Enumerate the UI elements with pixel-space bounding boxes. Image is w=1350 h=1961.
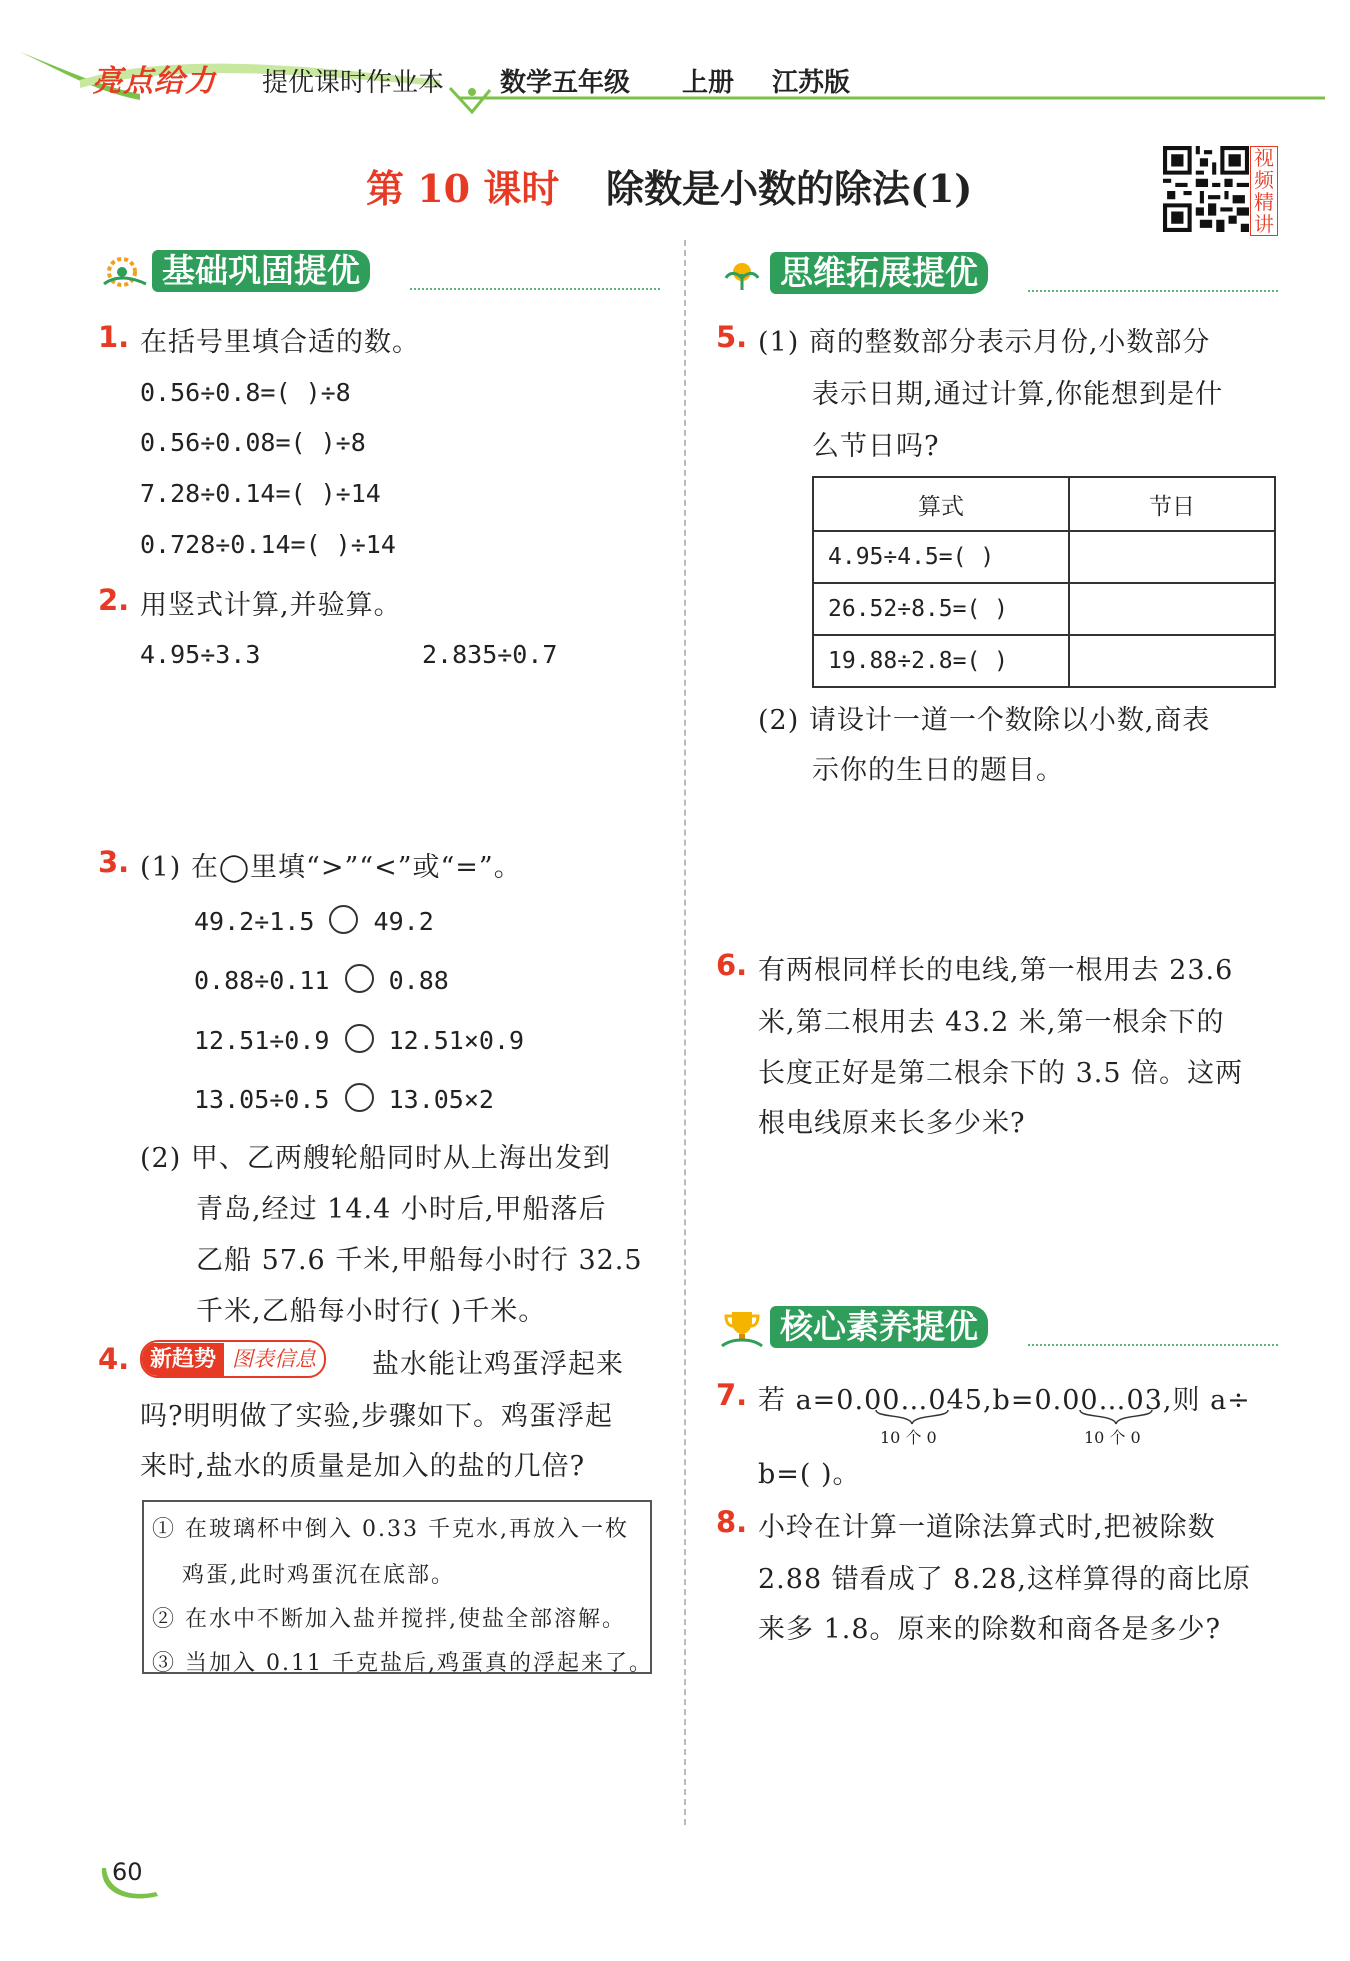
q3-compare-right: 49.2: [373, 907, 434, 936]
q4-line-2: 吗?明明做了实验,步骤如下。鸡蛋浮起: [140, 1401, 614, 1432]
q6-line: 有两根同样长的电线,第一根用去 23.6: [758, 955, 1234, 986]
q2-expression-2: 2.835÷0.7: [422, 640, 558, 669]
q3-compare-left: 0.88÷0.11: [194, 966, 330, 995]
q3-compare-right: 13.05×2: [388, 1085, 494, 1114]
table-cell-answer[interactable]: [1069, 583, 1275, 635]
series-title: 提优课时作业本: [262, 68, 445, 98]
table-cell-formula: 26.52÷8.5=( ): [813, 583, 1069, 635]
q7-brace-label-1: 10 个 0: [880, 1428, 937, 1447]
trend-tag-chart-info: 图表信息: [232, 1347, 317, 1371]
gear-leaf-icon: [100, 250, 148, 294]
table-row: [813, 583, 1275, 635]
table-row: [813, 531, 1275, 583]
q5-number: 5.: [716, 320, 748, 354]
trend-tag-new: 新趋势: [142, 1343, 224, 1377]
q6-number: 6.: [716, 948, 748, 982]
qr-video-label: 视频精讲: [1250, 146, 1278, 236]
section-core-rule: [1028, 1344, 1278, 1346]
q3-part2-line: 青岛,经过 14.4 小时后,甲船落后: [196, 1194, 607, 1225]
q3-compare-left: 12.51÷0.9: [194, 1026, 330, 1055]
q3-compare-right: 12.51×0.9: [388, 1026, 525, 1055]
table-row: [813, 635, 1275, 687]
q3-part2-line: 乙船 57.6 千米,甲船每小时行 32.5: [196, 1245, 643, 1276]
q3-compare-row: [194, 964, 449, 995]
table-header-cell: 节日: [1069, 477, 1275, 531]
q5-part2-line: 示你的生日的题目。: [812, 755, 1064, 786]
sprout-sun-icon: [718, 252, 766, 296]
q3-number: 3.: [98, 845, 130, 879]
table-cell-answer[interactable]: [1069, 635, 1275, 687]
q3-compare-row: [194, 1024, 524, 1055]
trophy-icon: [718, 1306, 766, 1350]
q3-part1-text: (1) 在◯里填“>”“<”或“=”。: [140, 852, 522, 883]
q8-line: 2.88 错看成了 8.28,这样算得的商比原: [758, 1564, 1251, 1595]
q3-part2-line: 千米,乙船每小时行( )千米。: [196, 1296, 547, 1327]
section-thinking-title: 思维拓展提优: [770, 252, 988, 294]
table-header-cell: 算式: [813, 477, 1069, 531]
q2-expression-1: 4.95÷3.3: [140, 640, 261, 669]
q5-part1-line: 么节日吗?: [812, 431, 940, 462]
q1-line-4: 0.728÷0.14=( )÷14: [140, 530, 396, 559]
q3-compare-left: 13.05÷0.5: [194, 1085, 330, 1114]
table-cell-answer[interactable]: [1069, 531, 1275, 583]
section-core-banner: [718, 1306, 1278, 1350]
q1-line-2: 0.56÷0.08=( )÷8: [140, 428, 366, 457]
table-header-row: [813, 477, 1275, 531]
lesson-title: 除数是小数的除法(1): [606, 166, 973, 211]
q5-part2-line: (2) 请设计一道一个数除以小数,商表: [758, 705, 1211, 736]
q6-line: 米,第二根用去 43.2 米,第一根余下的: [758, 1007, 1225, 1038]
q1-line-1: 0.56÷0.8=( )÷8: [140, 378, 351, 407]
brand-logo-text: 亮点给力: [92, 64, 216, 99]
q3-compare-row: [194, 905, 434, 936]
q1-line-3: 7.28÷0.14=( )÷14: [140, 479, 381, 508]
q1-number: 1.: [98, 320, 130, 354]
page-number: 60: [112, 1858, 143, 1886]
section-basic-rule: [410, 288, 660, 290]
q4-step-1: ① 在玻璃杯中倒入 0.33 千克水,再放入一枚: [152, 1517, 629, 1542]
q7-brace-label-2: 10 个 0: [1084, 1428, 1141, 1447]
section-core-title: 核心素养提优: [770, 1306, 988, 1348]
q3-compare-right: 0.88: [388, 966, 449, 995]
q6-line: 长度正好是第二根余下的 3.5 倍。这两: [758, 1058, 1244, 1089]
q2-number: 2.: [98, 583, 130, 617]
q3-compare-row: [194, 1083, 494, 1114]
q7-line-1: 若 a=0.00…045,b=0.00…03,则 a÷: [758, 1385, 1251, 1416]
section-thinking-rule: [1028, 290, 1278, 292]
q4-number: 4.: [98, 1342, 130, 1376]
q2-text: 用竖式计算,并验算。: [140, 590, 402, 621]
q4-line-1: 盐水能让鸡蛋浮起来: [372, 1349, 624, 1380]
q8-line: 来多 1.8。原来的除数和商各是多少?: [758, 1614, 1221, 1645]
q8-number: 8.: [716, 1505, 748, 1539]
section-basic-banner: [100, 250, 660, 294]
section-basic-title: 基础巩固提优: [152, 250, 370, 292]
brace-icon: [874, 1408, 950, 1426]
q5-part1-line: 表示日期,通过计算,你能想到是什: [812, 379, 1224, 410]
volume-label: 上册: [682, 68, 735, 98]
q1-text: 在括号里填合适的数。: [140, 327, 420, 358]
q6-line: 根电线原来长多少米?: [758, 1108, 1026, 1139]
q5-part1-line: (1) 商的整数部分表示月份,小数部分: [758, 327, 1211, 358]
q4-step-3: ③ 当加入 0.11 千克盐后,鸡蛋真的浮起来了。: [152, 1651, 653, 1676]
q7-number: 7.: [716, 1378, 748, 1412]
compare-circle[interactable]: [345, 1024, 374, 1053]
q3-part2-line: (2) 甲、乙两艘轮船同时从上海出发到: [140, 1143, 611, 1174]
subject-label: 数学五年级: [500, 68, 631, 98]
q8-line: 小玲在计算一道除法算式时,把被除数: [758, 1512, 1216, 1543]
trend-tag: [140, 1340, 326, 1378]
section-thinking-banner: [718, 252, 1278, 296]
q4-experiment-box: [142, 1500, 652, 1674]
table-cell-formula: 4.95÷4.5=( ): [813, 531, 1069, 583]
q7-line-2: b=( )。: [758, 1459, 861, 1490]
lesson-number: 第 10 课时: [366, 166, 560, 211]
column-divider: [684, 240, 686, 1825]
brace-icon: [1078, 1408, 1154, 1426]
q3-compare-left: 49.2÷1.5: [194, 907, 315, 936]
edition-label: 江苏版: [772, 68, 851, 98]
compare-circle[interactable]: [345, 964, 374, 993]
compare-circle[interactable]: [329, 905, 358, 934]
q4-line-3: 来时,盐水的质量是加入的盐的几倍?: [140, 1451, 586, 1482]
q4-step-2: ② 在水中不断加入盐并搅拌,使盐全部溶解。: [152, 1607, 626, 1632]
table-cell-formula: 19.88÷2.8=( ): [813, 635, 1069, 687]
q4-step-1-cont: 鸡蛋,此时鸡蛋沉在底部。: [182, 1563, 455, 1588]
qr-code-icon[interactable]: [1163, 146, 1249, 232]
compare-circle[interactable]: [345, 1083, 374, 1112]
q5-table: [812, 476, 1276, 688]
